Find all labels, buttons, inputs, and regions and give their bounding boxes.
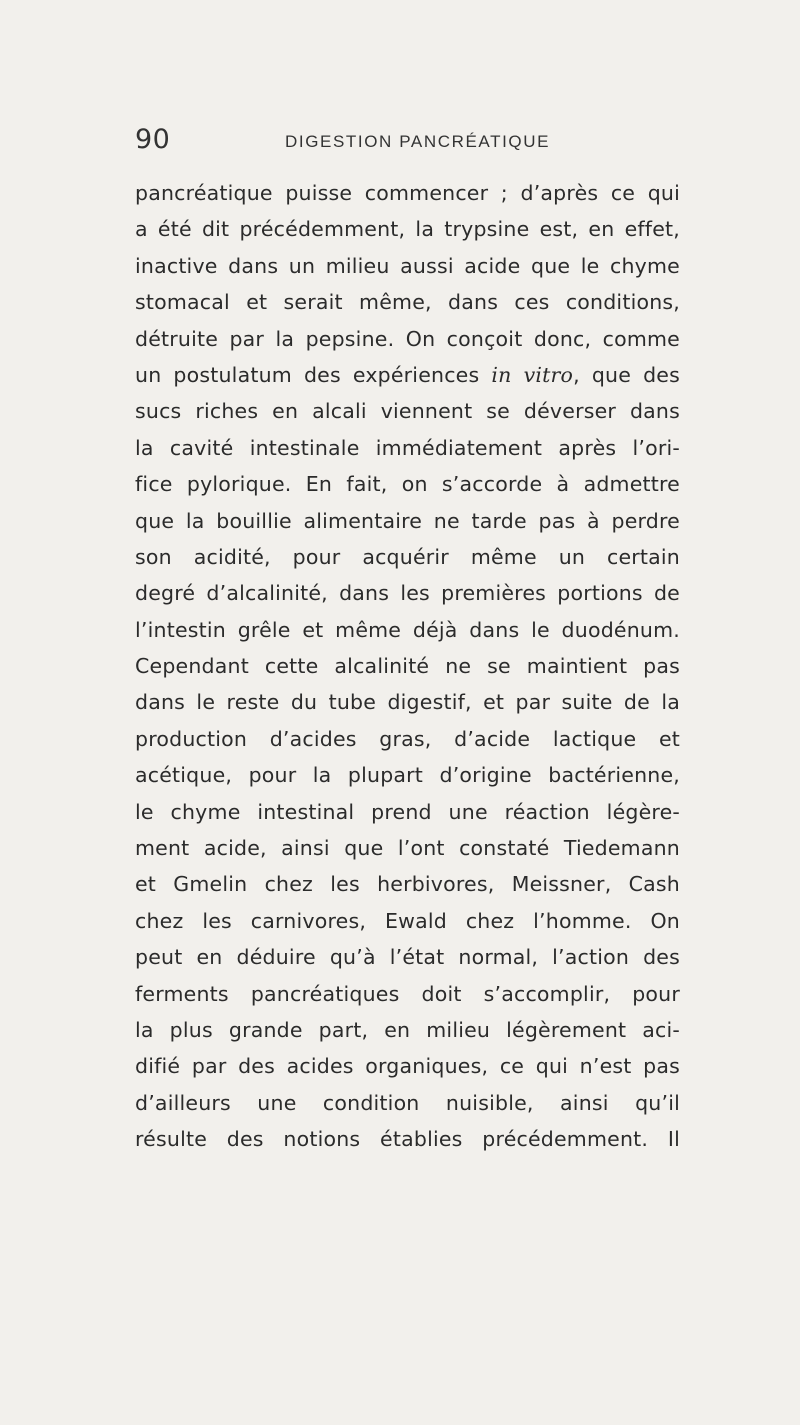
text-line: et Gmelin chez les herbivores, Meissner, Cash <box>135 872 680 897</box>
text-line: détruite par la pepsine. On conçoit donc, comme <box>135 326 680 351</box>
text-line: stomacal et serait même, dans ces conditions, <box>135 290 680 315</box>
text-line: son acidité, pour acquérir même un certain <box>135 544 680 569</box>
body-text <box>135 175 680 1158</box>
text-line: peut en déduire qu’à l’état normal, l’action des <box>135 945 680 970</box>
text-line: a été dit précédemment, la trypsine est, en effet, <box>135 217 680 242</box>
text-line: sucs riches en alcali viennent se déverser dans <box>135 399 680 424</box>
italic-term: in vitro <box>491 362 574 387</box>
text-run: , que des <box>573 362 680 387</box>
text-line: chez les carnivores, Ewald chez l’homme. On <box>135 908 680 933</box>
text-line: inactive dans un milieu aussi acide que le chyme <box>135 253 680 278</box>
text-line: degré d’alcalinité, dans les premières portions de <box>135 581 680 606</box>
text-line: ferments pancréatiques doit s’accomplir, pour <box>135 981 680 1006</box>
text-line: ment acide, ainsi que l’ont constaté Tiedemann <box>135 836 680 861</box>
running-head: DIGESTION PANCRÉATIQUE <box>285 132 551 151</box>
text-line: résulte des notions établies précédemment. Il <box>135 1127 680 1152</box>
text-line: fice pylorique. En fait, on s’accorde à admettre <box>135 472 680 497</box>
text-line: la cavité intestinale immédiatement après l’ori- <box>135 435 680 460</box>
text-line: que la bouillie alimentaire ne tarde pas à perdre <box>135 508 680 533</box>
text-line: acétique, pour la plupart d’origine bactérienne, <box>135 763 680 788</box>
text-line <box>135 357 680 393</box>
text-line: la plus grande part, en milieu légèrement aci- <box>135 1017 680 1042</box>
page-number: 90 <box>135 124 171 155</box>
text-line: dans le reste du tube digestif, et par suite de la <box>135 690 680 715</box>
text-line: production d’acides gras, d’acide lactique et <box>135 726 680 751</box>
text-line: Cependant cette alcalinité ne se maintient pas <box>135 654 680 679</box>
text-line: difié par des acides organiques, ce qui n’est pas <box>135 1054 680 1079</box>
text-line: d’ailleurs une condition nuisible, ainsi qu’il <box>135 1090 680 1115</box>
text-line: l’intestin grêle et même déjà dans le duodénum. <box>135 617 680 642</box>
text-run: un postulatum des expériences <box>135 362 492 387</box>
text-line: pancréatique puisse commencer ; d’après ce qui <box>135 181 680 205</box>
text-line: le chyme intestinal prend une réaction légère- <box>135 799 680 824</box>
